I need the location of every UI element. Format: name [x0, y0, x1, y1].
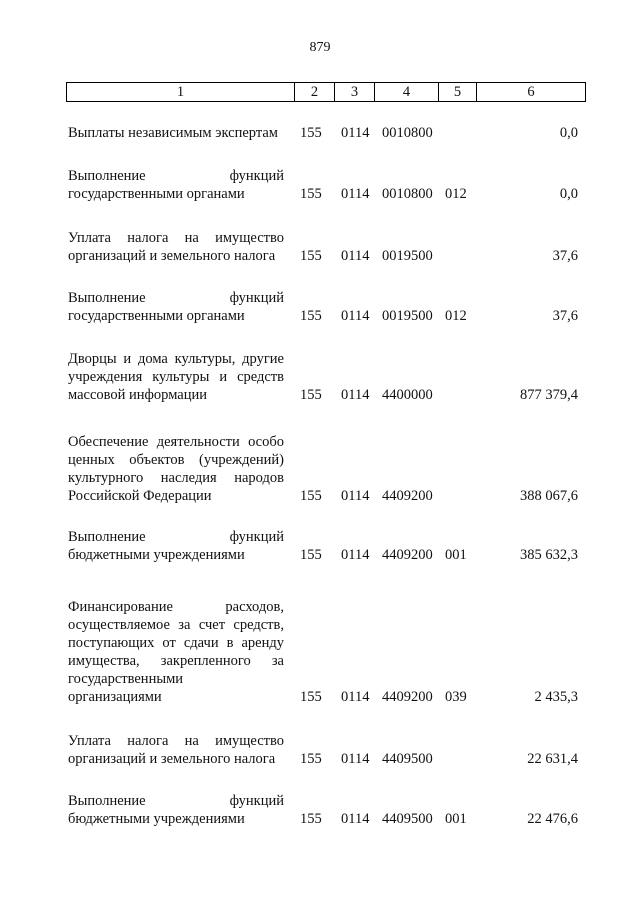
row-section-code: 0114: [341, 186, 370, 202]
row-section-code: 0114: [341, 125, 370, 141]
header-col-5: 5: [439, 83, 477, 101]
row-article-code: 0010800: [382, 186, 433, 202]
row-admin-code: 155: [300, 186, 322, 202]
row-description-line: Выполнение функций: [68, 793, 284, 809]
row-description-line: Выполнение функций: [68, 290, 284, 306]
row-description-line: Выполнение функций: [68, 529, 284, 545]
row-description-line: Выполнение функций: [68, 168, 284, 184]
header-col-6: 6: [527, 84, 535, 100]
row-admin-code: 155: [300, 308, 322, 324]
row-amount: 0,0: [559, 186, 578, 202]
header-col-2: 2: [295, 83, 335, 101]
row-expense-type: 012: [445, 186, 467, 202]
row-admin-code: 155: [300, 248, 322, 264]
row-description-line: поступающих от сдачи в аренду: [68, 635, 284, 651]
row-description-line: Обеспечение деятельности особо: [68, 434, 284, 450]
row-description-line: государственными органами: [68, 308, 245, 324]
row-section-code: 0114: [341, 751, 370, 767]
header-col-3: 3: [335, 83, 375, 101]
row-amount: 385 632,3: [520, 547, 578, 563]
row-section-code: 0114: [341, 689, 370, 705]
row-admin-code: 155: [300, 387, 322, 403]
row-description-line: культурного наследия народов: [68, 470, 284, 486]
row-section-code: 0114: [341, 308, 370, 324]
row-admin-code: 155: [300, 811, 322, 827]
row-description-line: бюджетными учреждениями: [68, 811, 245, 827]
row-description-line: государственными органами: [68, 186, 245, 202]
row-description-line: Выплаты независимым экспертам: [68, 125, 278, 141]
row-description-line: Уплата налога на имущество: [68, 733, 284, 749]
row-admin-code: 155: [300, 689, 322, 705]
row-section-code: 0114: [341, 811, 370, 827]
row-expense-type: 001: [445, 811, 467, 827]
row-amount: 877 379,4: [520, 387, 578, 403]
row-amount: 2 435,3: [534, 689, 578, 705]
row-section-code: 0114: [341, 488, 370, 504]
row-description-line: организаций и земельного налога: [68, 751, 276, 767]
row-amount: 37,6: [552, 248, 578, 264]
row-expense-type: 039: [445, 689, 467, 705]
row-admin-code: 155: [300, 488, 322, 504]
row-article-code: 4400000: [382, 387, 433, 403]
row-description-line: Дворцы и дома культуры, другие: [68, 351, 284, 367]
row-article-code: 0019500: [382, 308, 433, 324]
row-section-code: 0114: [341, 387, 370, 403]
row-admin-code: 155: [300, 751, 322, 767]
row-description-line: организаций и земельного налога: [68, 248, 276, 264]
row-amount: 22 476,6: [527, 811, 578, 827]
row-description-line: Финансирование расходов,: [68, 599, 284, 615]
row-article-code: 0019500: [382, 248, 433, 264]
row-amount: 37,6: [552, 308, 578, 324]
row-description-line: бюджетными учреждениями: [68, 547, 245, 563]
table-header: [66, 82, 586, 102]
row-description-line: имущества, закрепленного за: [68, 653, 284, 669]
row-description-line: организациями: [68, 689, 162, 705]
row-description-line: массовой информации: [68, 387, 208, 403]
row-article-code: 4409500: [382, 751, 433, 767]
row-article-code: 4409500: [382, 811, 433, 827]
row-article-code: 4409200: [382, 547, 433, 563]
row-expense-type: 001: [445, 547, 467, 563]
row-description-line: учреждения культуры и средств: [68, 369, 284, 385]
page-number: 879: [309, 40, 331, 55]
row-amount: 0,0: [559, 125, 578, 141]
row-description-line: государственными: [68, 671, 184, 687]
row-article-code: 4409200: [382, 488, 433, 504]
row-section-code: 0114: [341, 547, 370, 563]
row-admin-code: 155: [300, 125, 322, 141]
row-amount: 22 631,4: [527, 751, 578, 767]
row-admin-code: 155: [300, 547, 322, 563]
row-description-line: ценных объектов (учреждений): [68, 452, 284, 468]
row-description-line: Российской Федерации: [68, 488, 212, 504]
row-expense-type: 012: [445, 308, 467, 324]
header-col-1: 1: [67, 83, 295, 101]
row-description-line: осуществляемое за счет средств,: [68, 617, 284, 633]
row-description-line: Уплата налога на имущество: [68, 230, 284, 246]
row-amount: 388 067,6: [520, 488, 578, 504]
header-col-4: 4: [375, 83, 439, 101]
row-article-code: 0010800: [382, 125, 433, 141]
row-section-code: 0114: [341, 248, 370, 264]
row-article-code: 4409200: [382, 689, 433, 705]
